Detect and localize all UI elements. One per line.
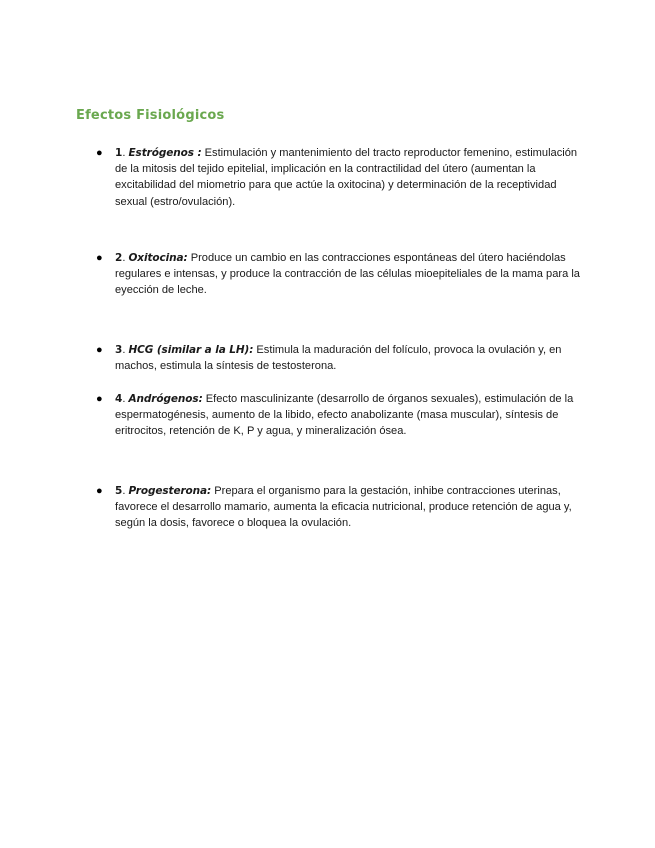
item-number: 1 [115, 147, 123, 159]
item-description: Efecto masculinizante (desarrollo de órganos sexuales), estimulación de la espermatogénesis, aumento de la libido, efecto anabolizante (masa muscular), síntesis de eritrocitos, retención de K, P y agua, y mineralización ósea. [115, 393, 574, 438]
item-number: 4 [115, 393, 123, 405]
item-description: Produce un cambio en las contracciones espontáneas del útero haciéndolas regulares e intensas, y produce la contracción de las células mioepiteliales de la mama para la eyección de leche. [115, 252, 580, 297]
list-item [96, 145, 586, 210]
list-item [96, 250, 586, 299]
list-item [96, 483, 586, 532]
bullet-icon: ● [96, 147, 103, 159]
item-number: 5 [115, 485, 123, 497]
list-item-text: 5. Progesterona: Prepara el organismo para la gestación, inhibe contracciones uterinas, favorece el desarrollo mamario, aumenta la eficacia nutricional, produce retención de agua y, según la dosis, favorece o bloquea la ovulación. [115, 485, 572, 530]
list-item [96, 391, 586, 440]
item-term: Andrógenos: [128, 393, 203, 405]
item-term: Estrógenos : [128, 147, 202, 159]
list-item-text: 2. Oxitocina: Produce un cambio en las contracciones espontáneas del útero haciéndolas regulares e intensas, y produce la contracción de las células mioepiteliales de la mama para la eyección de leche. [115, 252, 580, 297]
item-term: Progesterona: [128, 485, 212, 497]
item-term: Oxitocina: [128, 252, 188, 264]
item-description: Estimulación y mantenimiento del tracto reproductor femenino, estimulación de la mitosis del tejido epitelial, implicación en la contractilidad del útero (aumentan la excitabilidad del miometrio para que actúe la oxitocina) y determinación de la receptividad sexual (estro/ovulación). [115, 147, 578, 208]
list-item-text: 1. Estrógenos : Estimulación y mantenimiento del tracto reproductor femenino, estimulación de la mitosis del tejido epitelial, implicación en la contractilidad del útero (aumentan la excitabilidad del miometrio para que actúe la oxitocina) y determinación de la receptividad sexual (estro/ovulación). [115, 147, 578, 208]
section-title: Efectos Fisiológicos [76, 108, 225, 123]
list-item [96, 342, 586, 374]
bullet-icon: ● [96, 393, 103, 405]
list-item-text: 3. HCG (similar a la LH): Estimula la maduración del folículo, provoca la ovulación y, en machos, estimula la síntesis de testosterona. [115, 344, 562, 373]
item-number: 3 [115, 344, 123, 356]
item-term: HCG (similar a la LH): [128, 344, 254, 356]
bullet-icon: ● [96, 485, 103, 497]
list-item-text: 4. Andrógenos: Efecto masculinizante (desarrollo de órganos sexuales), estimulación de la espermatogénesis, aumento de la libido, efecto anabolizante (masa muscular), síntesis de eritrocitos, retención de K, P y agua, y mineralización ósea. [115, 393, 574, 438]
item-description: Prepara el organismo para la gestación, inhibe contracciones uterinas, favorece el desarrollo mamario, aumenta la eficacia nutricional, produce retención de agua y, según la dosis, favorece o bloquea la ovulación. [115, 485, 572, 530]
bullet-icon: ● [96, 344, 103, 356]
item-description: Estimula la maduración del folículo, provoca la ovulación y, en machos, estimula la síntesis de testosterona. [115, 344, 562, 373]
item-number: 2 [115, 252, 123, 264]
bullet-icon: ● [96, 252, 103, 264]
